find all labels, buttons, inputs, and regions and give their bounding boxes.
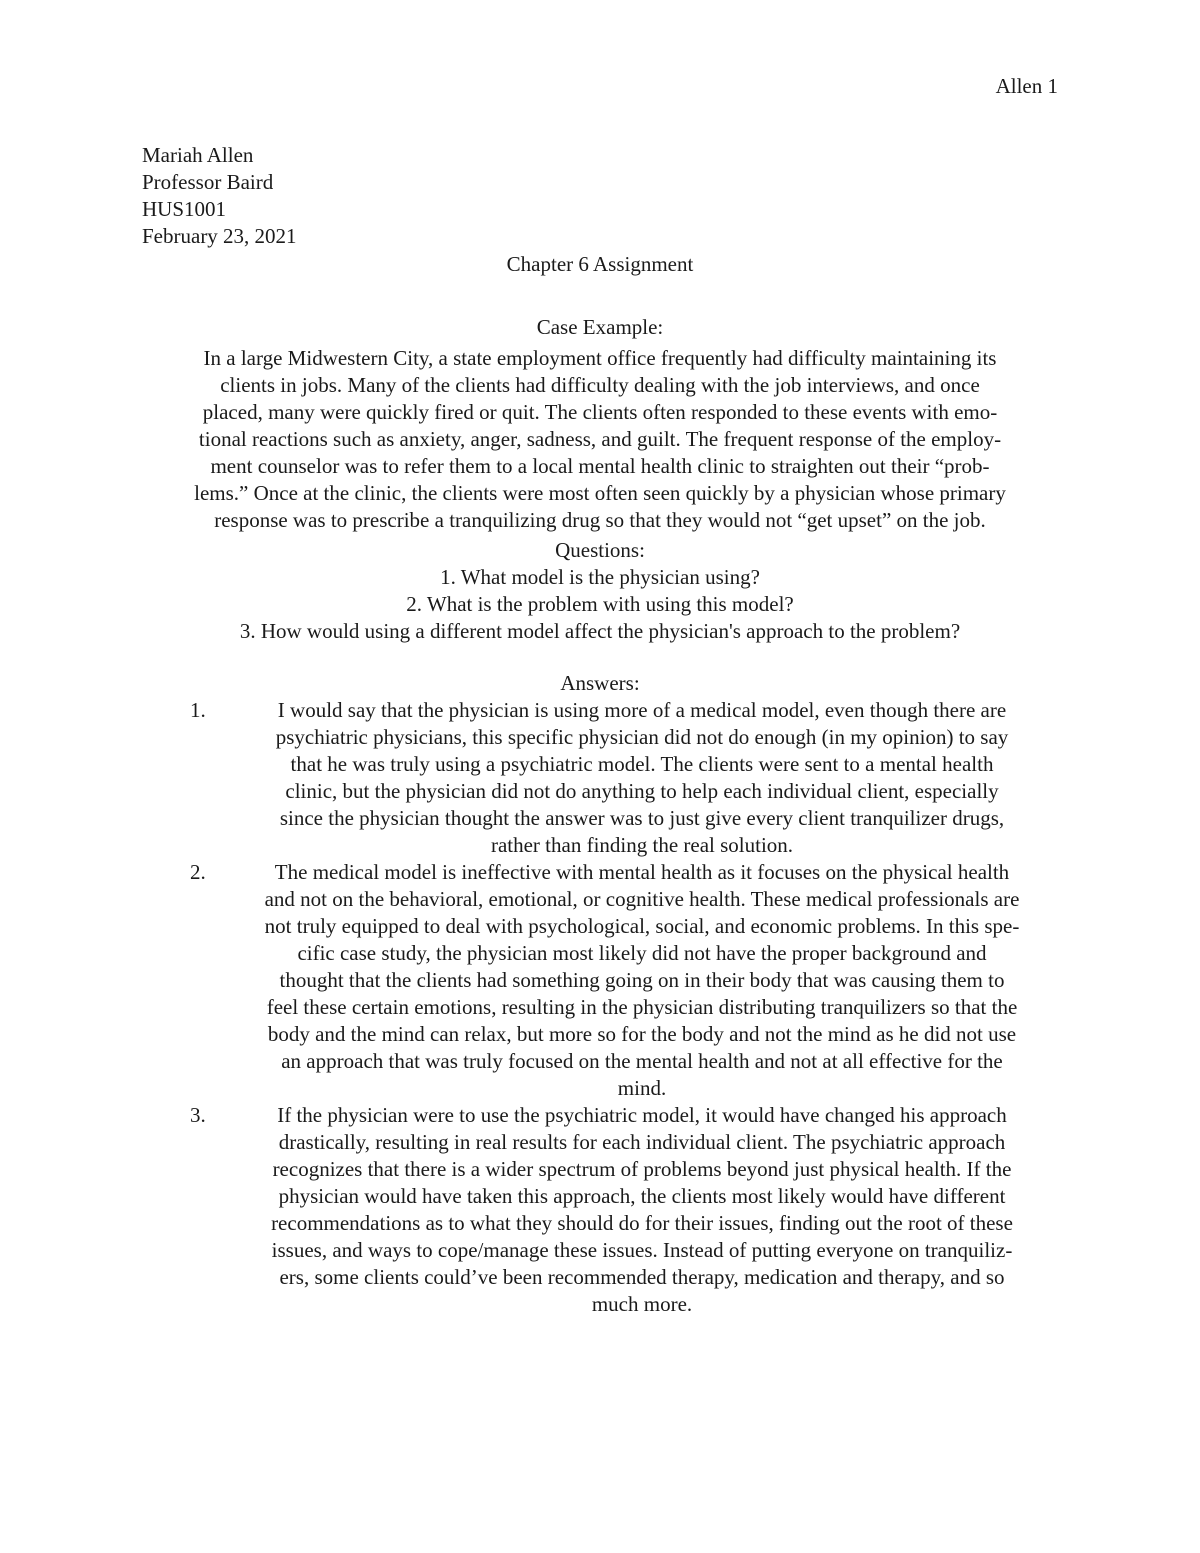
answer-line: that he was truly using a psychiatric model. The clients were sent to a mental health	[290, 752, 994, 776]
answer-line: psychiatric physicians, this specific physician did not do enough (in my opinion) to say	[275, 725, 1009, 749]
mla-heading	[142, 142, 297, 250]
answer-line: feel these certain emotions, resulting in the physician distributing tranquilizers so that the	[266, 995, 1018, 1019]
case-line: ment counselor was to refer them to a local mental health clinic to straighten out their “prob-	[210, 454, 990, 478]
case-line: placed, many were quickly fired or quit. The clients often responded to these events with emo-	[202, 400, 998, 424]
case-line: tional reactions such as anxiety, anger, sadness, and guilt. The frequent response of the employ-	[198, 427, 1002, 451]
answer-line: rather than finding the real solution.	[490, 833, 794, 857]
answer-line: thought that the clients had something going on in their body that was causing them to	[279, 968, 1005, 992]
answer-line: clinic, but the physician did not do anything to help each individual client, especially	[285, 779, 999, 803]
student-name: Mariah Allen	[142, 143, 254, 167]
case-example-text	[150, 345, 1050, 534]
case-line: clients in jobs. Many of the clients had difficulty dealing with the job interviews, and once	[220, 373, 980, 397]
answer-line: cific case study, the physician most likely did not have the proper background and	[297, 941, 987, 965]
answer-line: since the physician thought the answer was to just give every client tranquilizer drugs,	[279, 806, 1005, 830]
case-line: response was to prescribe a tranquilizing drug so that they would not “get upset” on the job.	[214, 508, 986, 532]
answer-line: not truly equipped to deal with psychological, social, and economic problems. In this spe-	[264, 914, 1020, 938]
professor-name: Professor Baird	[142, 170, 274, 194]
document-title: Chapter 6 Assignment	[506, 252, 694, 276]
answer-line: an approach that was truly focused on the mental health and not at all effective for the	[281, 1049, 1003, 1073]
question-item: 3. How would using a different model affect the physician's approach to the problem?	[239, 619, 961, 643]
answer-number: 1.	[190, 698, 206, 722]
case-example-label: Case Example:	[536, 315, 664, 339]
answer-line: ers, some clients could’ve been recommended therapy, medication and therapy, and so	[279, 1265, 1005, 1289]
answer-line: drastically, resulting in real results for each individual client. The psychiatric approach	[278, 1130, 1006, 1154]
answer-line: mind.	[617, 1076, 667, 1100]
answer-line: recommendations as to what they should do for their issues, finding out the root of these	[271, 1211, 1013, 1235]
questions-list	[142, 564, 1058, 645]
answer-line: I would say that the physician is using more of a medical model, even though there are	[277, 698, 1007, 722]
answer-text	[214, 1102, 1070, 1318]
answer-line: If the physician were to use the psychiatric model, it would have changed his approach	[277, 1103, 1007, 1127]
answer-line: recognizes that there is a wider spectrum of problems beyond just physical health. If the	[272, 1157, 1012, 1181]
answer-line: The medical model is ineffective with mental health as it focuses on the physical health	[274, 860, 1010, 884]
answers-label: Answers:	[560, 671, 640, 695]
answer-line: issues, and ways to cope/manage these issues. Instead of putting everyone on tranquiliz-	[271, 1238, 1013, 1262]
answer-line: body and the mind can relax, but more so for the body and not the mind as he did not use	[267, 1022, 1017, 1046]
running-header: Allen 1	[995, 74, 1058, 98]
question-item: 1. What model is the physician using?	[440, 565, 760, 589]
answer-line: and not on the behavioral, emotional, or cognitive health. These medical professionals are	[264, 887, 1020, 911]
answer-line: physician would have taken this approach, the clients most likely would have different	[278, 1184, 1006, 1208]
answer-number: 3.	[190, 1103, 206, 1127]
answer-line: much more.	[591, 1292, 693, 1316]
questions-label: Questions:	[555, 538, 645, 562]
question-item: 2. What is the problem with using this model?	[406, 592, 794, 616]
case-line: lems.” Once at the clinic, the clients were most often seen quickly by a physician whose primary	[194, 481, 1006, 505]
answer-number: 2.	[190, 860, 206, 884]
case-line: In a large Midwestern City, a state employment office frequently had difficulty maintaining its	[203, 346, 997, 370]
answer-text	[214, 859, 1070, 1102]
course-code: HUS1001	[142, 197, 227, 221]
answers-list	[190, 697, 1070, 1318]
answer-item	[190, 697, 1070, 859]
answer-text	[214, 697, 1070, 859]
answer-item	[190, 1102, 1070, 1318]
date: February 23, 2021	[142, 224, 297, 248]
answer-item	[190, 859, 1070, 1102]
